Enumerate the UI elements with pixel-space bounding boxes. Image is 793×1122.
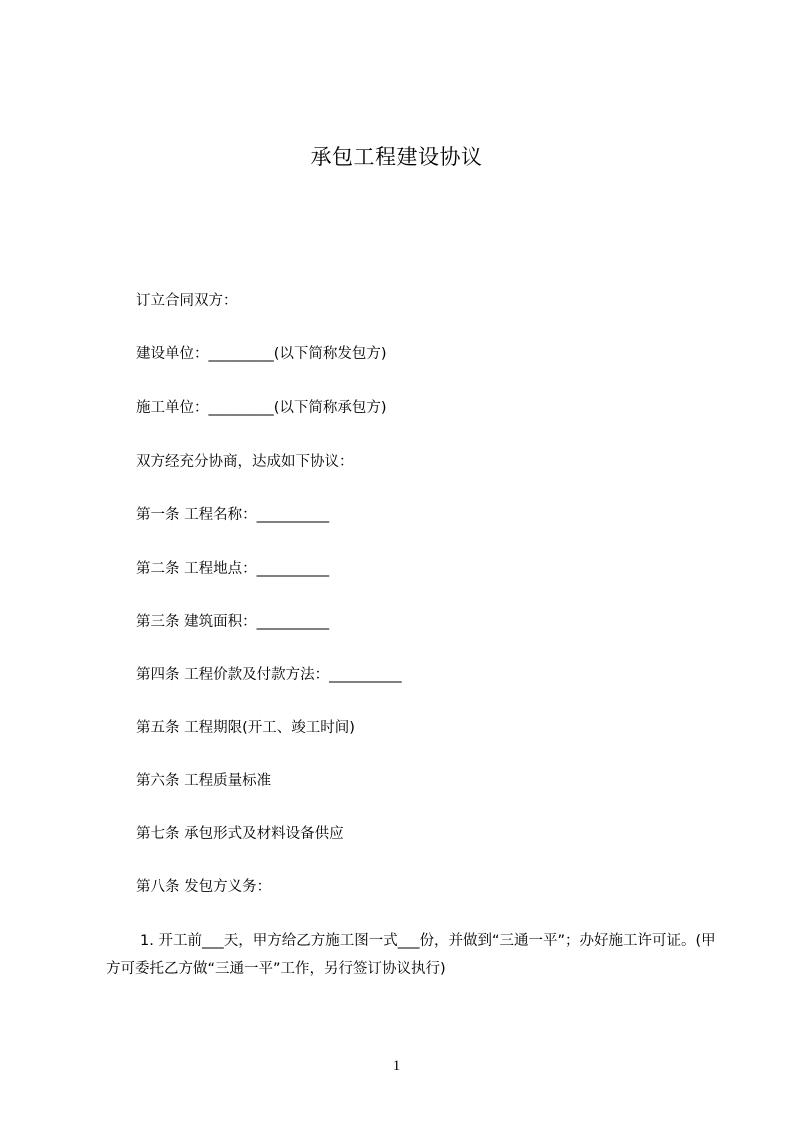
article-1-line: 第一条 工程名称：__________: [136, 507, 330, 523]
article-3-line: 第三条 建筑面积：__________: [136, 614, 330, 630]
article-5-line: 第五条 工程期限(开工、竣工时间): [136, 720, 355, 736]
article-8-line: 第八条 发包方义务：: [136, 879, 272, 895]
contractor-unit-line: 施工单位：_________(以下简称承包方): [136, 400, 387, 416]
article-7-line: 第七条 承包形式及材料设备供应: [136, 826, 344, 842]
client-obligation-paragraph: 1. 开工前___天，甲方给乙方施工图一式___份，并做到“三通一平”；办好施工许可证。(甲方可委托乙方做“三通一平”工作，另行签订协议执行): [106, 933, 716, 977]
document-title: 承包工程建设协议: [310, 145, 483, 169]
agreement-intro-line: 双方经充分协商，达成如下协议：: [136, 454, 354, 470]
article-6-line: 第六条 工程质量标准: [136, 773, 272, 789]
parties-heading: 订立合同双方：: [136, 293, 238, 309]
client-unit-line: 建设单位：_________(以下简称发包方): [136, 346, 387, 362]
page-number: 1: [392, 1058, 401, 1074]
article-2-line: 第二条 工程地点：__________: [136, 561, 330, 577]
article-4-line: 第四条 工程价款及付款方法：__________: [136, 667, 402, 683]
